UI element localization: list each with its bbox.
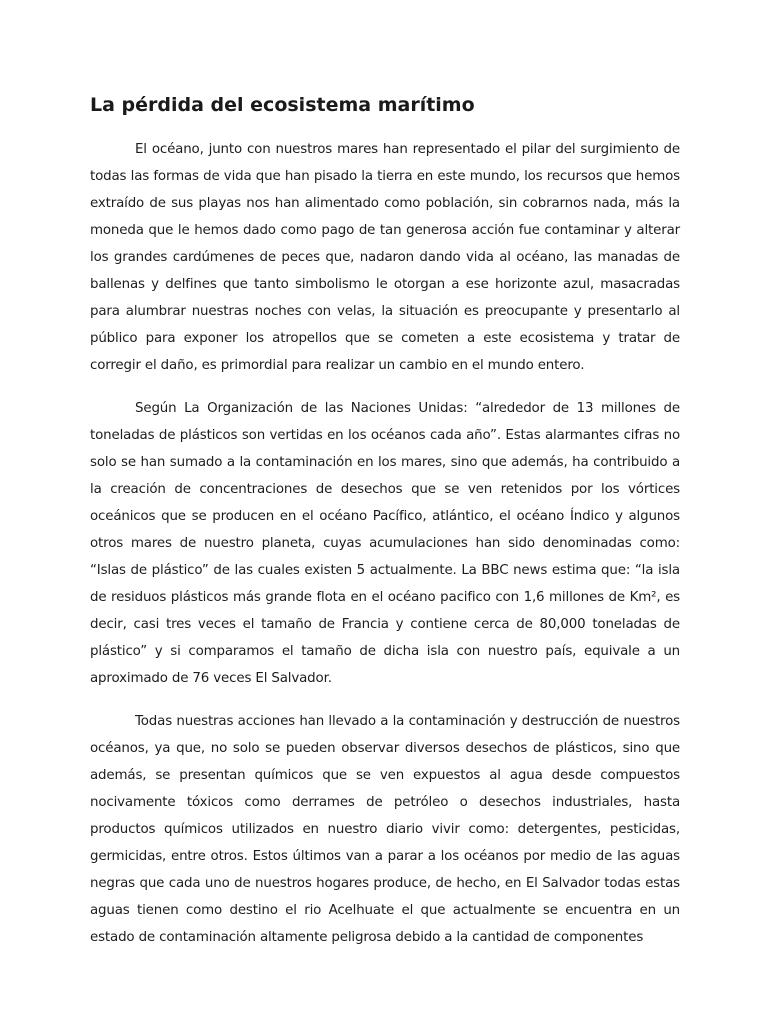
document-title: La pérdida del ecosistema marítimo	[90, 94, 475, 116]
paragraph-1: El océano, junto con nuestros mares han representado el pilar del surgimiento de todas las formas de vida que han pisado la tierra en este mundo, los recursos que hemos extraído de sus playas nos han alimentado como población, sin cobrarnos nada, más la moneda que le hemos dado como pago de tan generosa acción fue contaminar y alterar los grandes cardúmenes de peces que, nadaron dando vida al océano, las manadas de ballenas y delfines que tanto simbolismo le otorgan a ese horizonte azul, masacradas para alumbrar nuestras noches con velas, la situación es preocupante y presentarlo al público para exponer los atropellos que se cometen a este ecosistema y tratar de corregir el daño, es primordial para realizar un cambio en el mundo entero.	[90, 142, 680, 373]
document-body	[90, 136, 680, 967]
paragraph-3: Todas nuestras acciones han llevado a la contaminación y destrucción de nuestros océanos, ya que, no solo se pueden observar diversos desechos de plásticos, sino que además, se presentan químicos que se ven expuestos al agua desde compuestos nocivamente tóxicos como derrames de petróleo o desechos industriales, hasta productos químicos utilizados en nuestro diario vivir como: detergentes, pesticidas, germicidas, entre otros. Estos últimos van a parar a los océanos por medio de las aguas negras que cada uno de nuestros hogares produce, de hecho, en El Salvador todas estas aguas tienen como destino el rio Acelhuate el que actualmente se encuentra en un estado de contaminación altamente peligrosa debido a la cantidad de componentes	[90, 714, 680, 945]
paragraph-2: Según La Organización de las Naciones Unidas: “alrededor de 13 millones de toneladas de plásticos son vertidas en los océanos cada año”. Estas alarmantes cifras no solo se han sumado a la contaminación en los mares, sino que además, ha contribuido a la creación de concentraciones de desechos que se ven retenidos por los vórtices oceánicos que se producen en el océano Pacífico, atlántico, el océano Índico y algunos otros mares de nuestro planeta, cuyas acumulaciones han sido denominadas como: “Islas de plástico” de las cuales existen 5 actualmente. La BBC news estima que: “la isla de residuos plásticos más grande flota en el océano pacifico con 1,6 millones de Km², es decir, casi tres veces el tamaño de Francia y contiene cerca de 80,000 toneladas de plástico” y si comparamos el tamaño de dicha isla con nuestro país, equivale a un aproximado de 76 veces El Salvador.	[90, 401, 680, 686]
